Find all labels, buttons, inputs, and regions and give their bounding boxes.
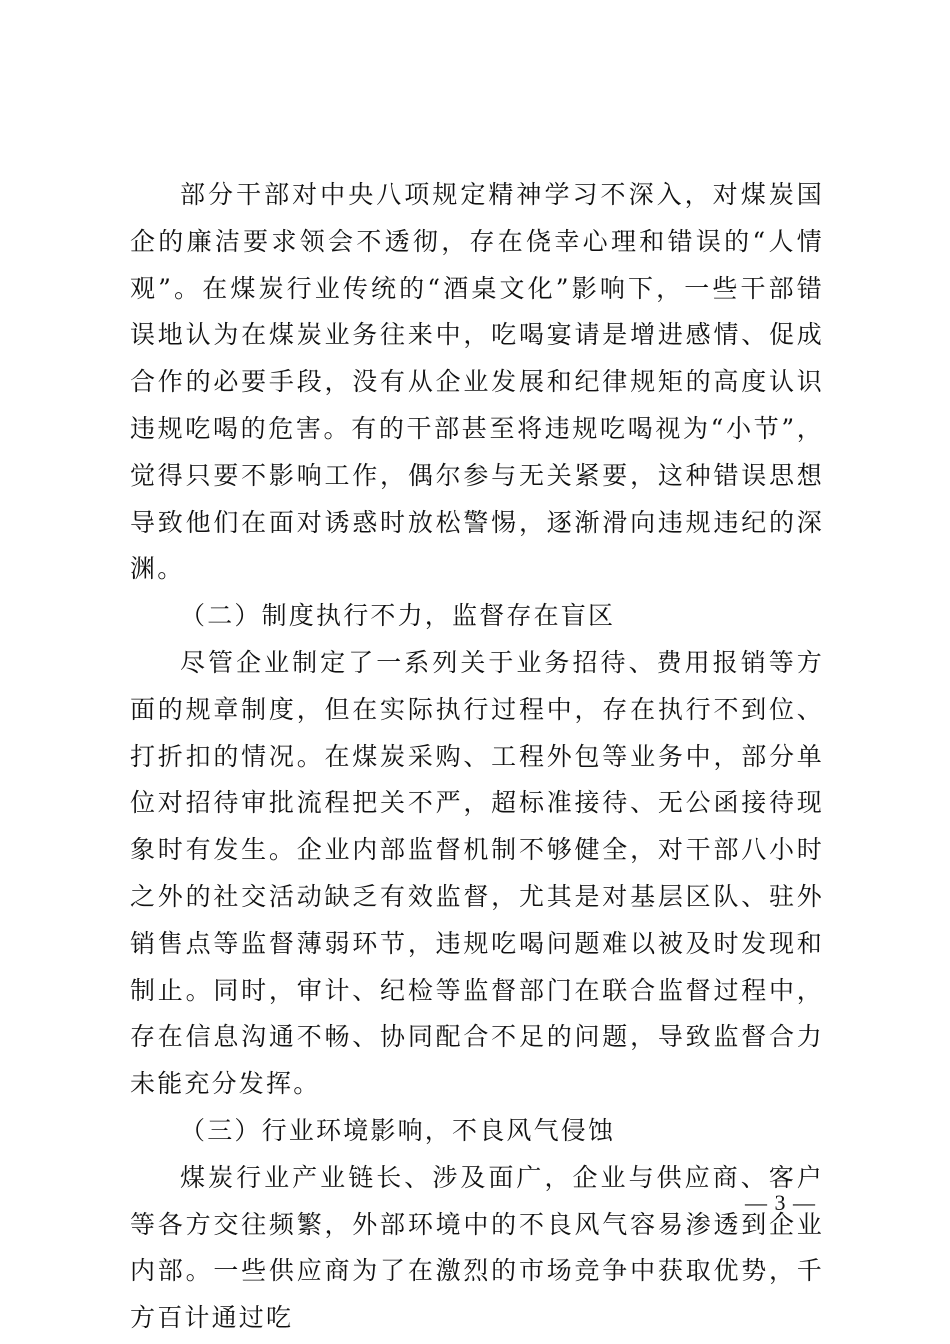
paragraph-industry-environment: 煤炭行业产业链长、涉及面广，企业与供应商、客户等各方交往频繁，外部环境中的不良风气容易渗透到企业内部。一些供应商为了在激烈的市场竞争中获取优势，千方百计通过吃 xyxy=(130,1162,824,1333)
section-heading-three: （三）行业环境影响，不良风气侵蚀 xyxy=(180,1115,616,1145)
section-heading-two: （二）制度执行不力，监督存在盲区 xyxy=(180,601,616,631)
page-number: — 3 — xyxy=(745,1190,816,1215)
paragraph-awareness: 部分干部对中央八项规定精神学习不深入，对煤炭国企的廉洁要求领会不透彻，存在侥幸心理和错误的“人情观”。在煤炭行业传统的“酒桌文化”影响下，一些干部错误地认为在煤炭业务往来中，吃喝宴请是增进感情、促成合作的必要手段，没有从企业发展和纪律规矩的高度认识违规吃喝的危害。有的干部甚至将违规吃喝视为“小节”，觉得只要不影响工作，偶尔参与无关紧要，这种错误思想导致他们在面对诱惑时放松警惕，逐渐滑向违规违纪的深渊。 xyxy=(130,180,824,584)
paragraph-system-supervision: 尽管企业制定了一系列关于业务招待、费用报销等方面的规章制度，但在实际执行过程中，存在执行不到位、打折扣的情况。在煤炭采购、工程外包等业务中，部分单位对招待审批流程把关不严，超标准接待、无公函接待现象时有发生。企业内部监督机制不够健全，对干部八小时之外的社交活动缺乏有效监督，尤其是对基层区队、驻外销售点等监督薄弱环节，违规吃喝问题难以被及时发现和制止。同时，审计、纪检等监督部门在联合监督过程中，存在信息沟通不畅、协同配合不足的问题，导致监督合力未能充分发挥。 xyxy=(130,647,824,1099)
document-body xyxy=(130,172,824,1342)
